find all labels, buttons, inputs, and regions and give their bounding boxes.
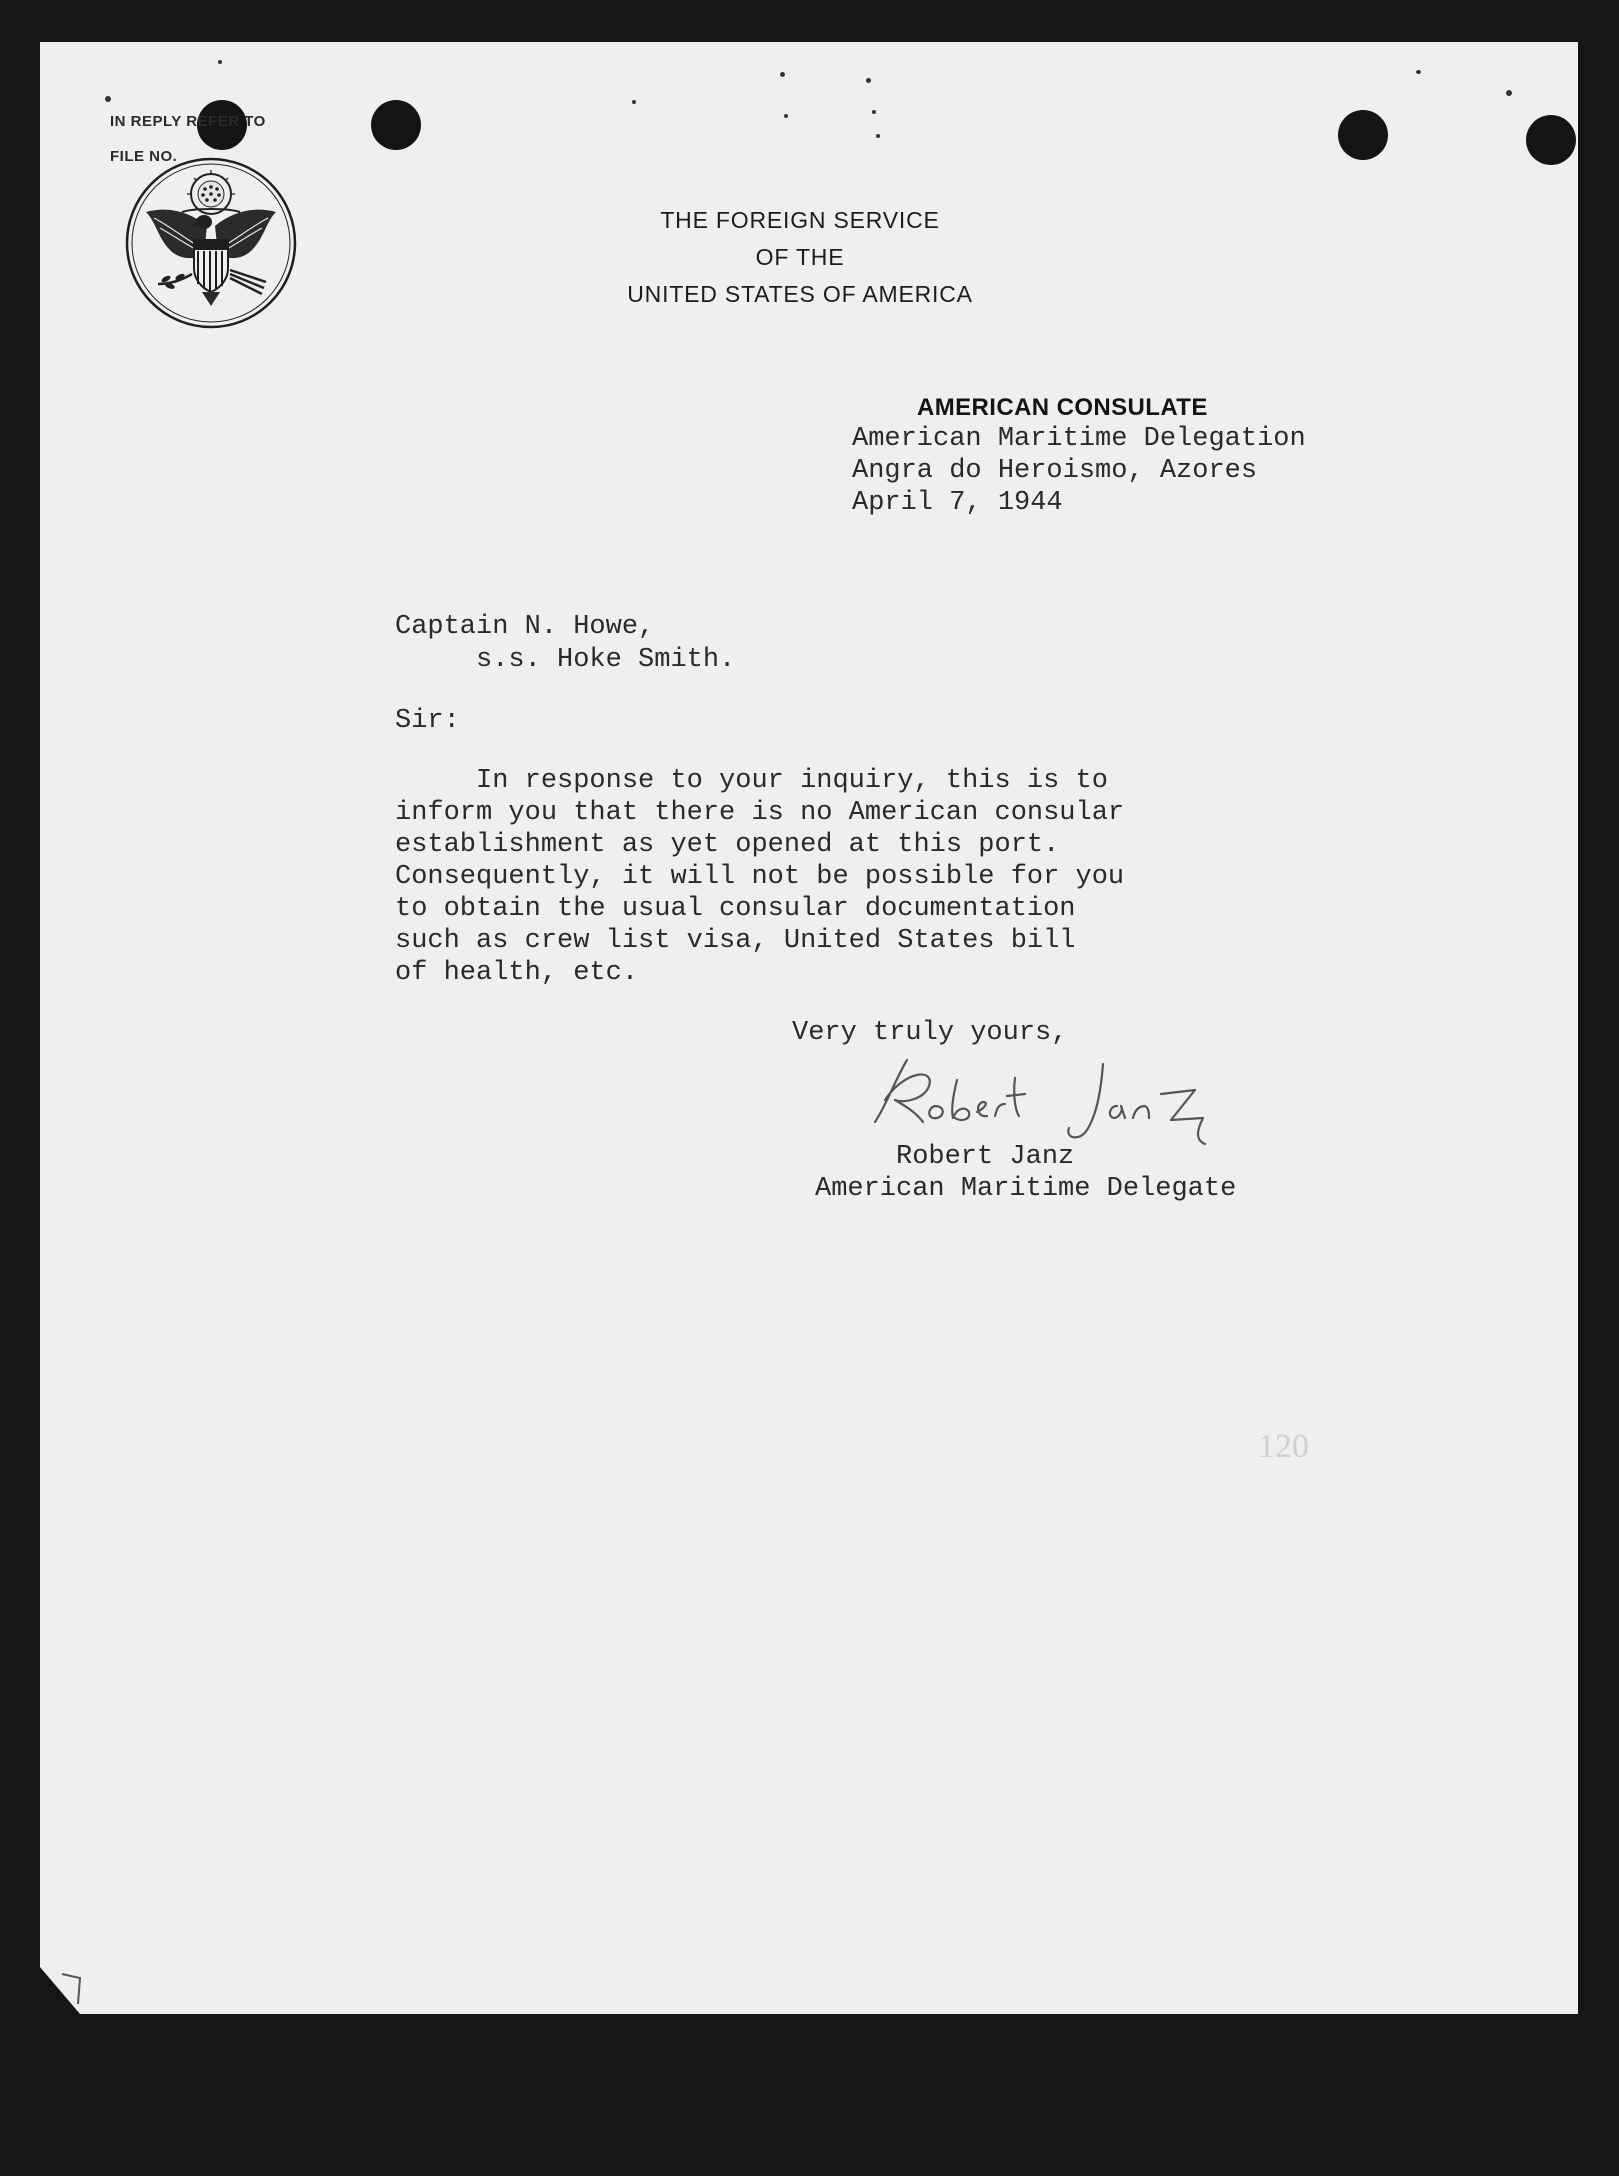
- sender-address-block: [852, 423, 1306, 519]
- punch-hole: [371, 100, 421, 150]
- body-line: establishment as yet opened at this port.: [395, 830, 1060, 860]
- addressee-block: [395, 611, 735, 677]
- letterhead-line: UNITED STATES OF AMERICA: [627, 281, 973, 307]
- addressee-vessel: s.s. Hoke Smith.: [395, 645, 736, 675]
- dust-speck: [1506, 90, 1512, 96]
- dust-speck: [218, 60, 222, 64]
- great-seal-emblem: [124, 156, 298, 330]
- punch-hole: [1338, 110, 1388, 160]
- office-stamp: AMERICAN CONSULATE: [917, 394, 1208, 421]
- body-line: of health, etc.: [395, 958, 639, 988]
- page-number-stamp: 120: [1258, 1428, 1309, 1465]
- salutation: Sir:: [395, 706, 460, 736]
- body-line: inform you that there is no American consular: [395, 798, 1125, 828]
- sender-office: American Maritime Delegation: [852, 424, 1306, 454]
- signer-title: American Maritime Delegate: [815, 1174, 1237, 1204]
- dust-speck: [780, 72, 785, 77]
- letter-body: [395, 765, 1124, 989]
- punch-hole: [1526, 115, 1576, 165]
- dust-speck: [784, 114, 788, 118]
- sender-location: Angra do Heroismo, Azores: [852, 456, 1258, 486]
- body-line: such as crew list visa, United States bill: [395, 926, 1076, 956]
- file-number-label: FILE NO.: [110, 148, 178, 165]
- dust-speck: [872, 110, 876, 114]
- letterhead-line: OF THE: [755, 244, 845, 270]
- dust-speck: [876, 134, 880, 138]
- addressee-name: Captain N. Howe,: [395, 612, 655, 642]
- dust-speck: [866, 78, 871, 83]
- corner-fold-mark: [60, 1972, 86, 2006]
- body-line: Consequently, it will not be possible for you: [395, 862, 1125, 892]
- body-line: In response to your inquiry, this is to: [395, 766, 1108, 796]
- body-line: to obtain the usual consular documentation: [395, 894, 1076, 924]
- signer-name: Robert Janz: [896, 1142, 1075, 1172]
- reply-label: IN REPLY REFER TO: [110, 113, 266, 130]
- letterhead-heading: [520, 202, 1080, 313]
- letter-date: April 7, 1944: [852, 488, 1063, 518]
- dust-speck: [632, 100, 636, 104]
- dust-speck: [105, 96, 111, 102]
- closing: Very truly yours,: [792, 1018, 1068, 1048]
- letterhead-line: THE FOREIGN SERVICE: [660, 207, 940, 233]
- dust-speck: [1416, 70, 1421, 74]
